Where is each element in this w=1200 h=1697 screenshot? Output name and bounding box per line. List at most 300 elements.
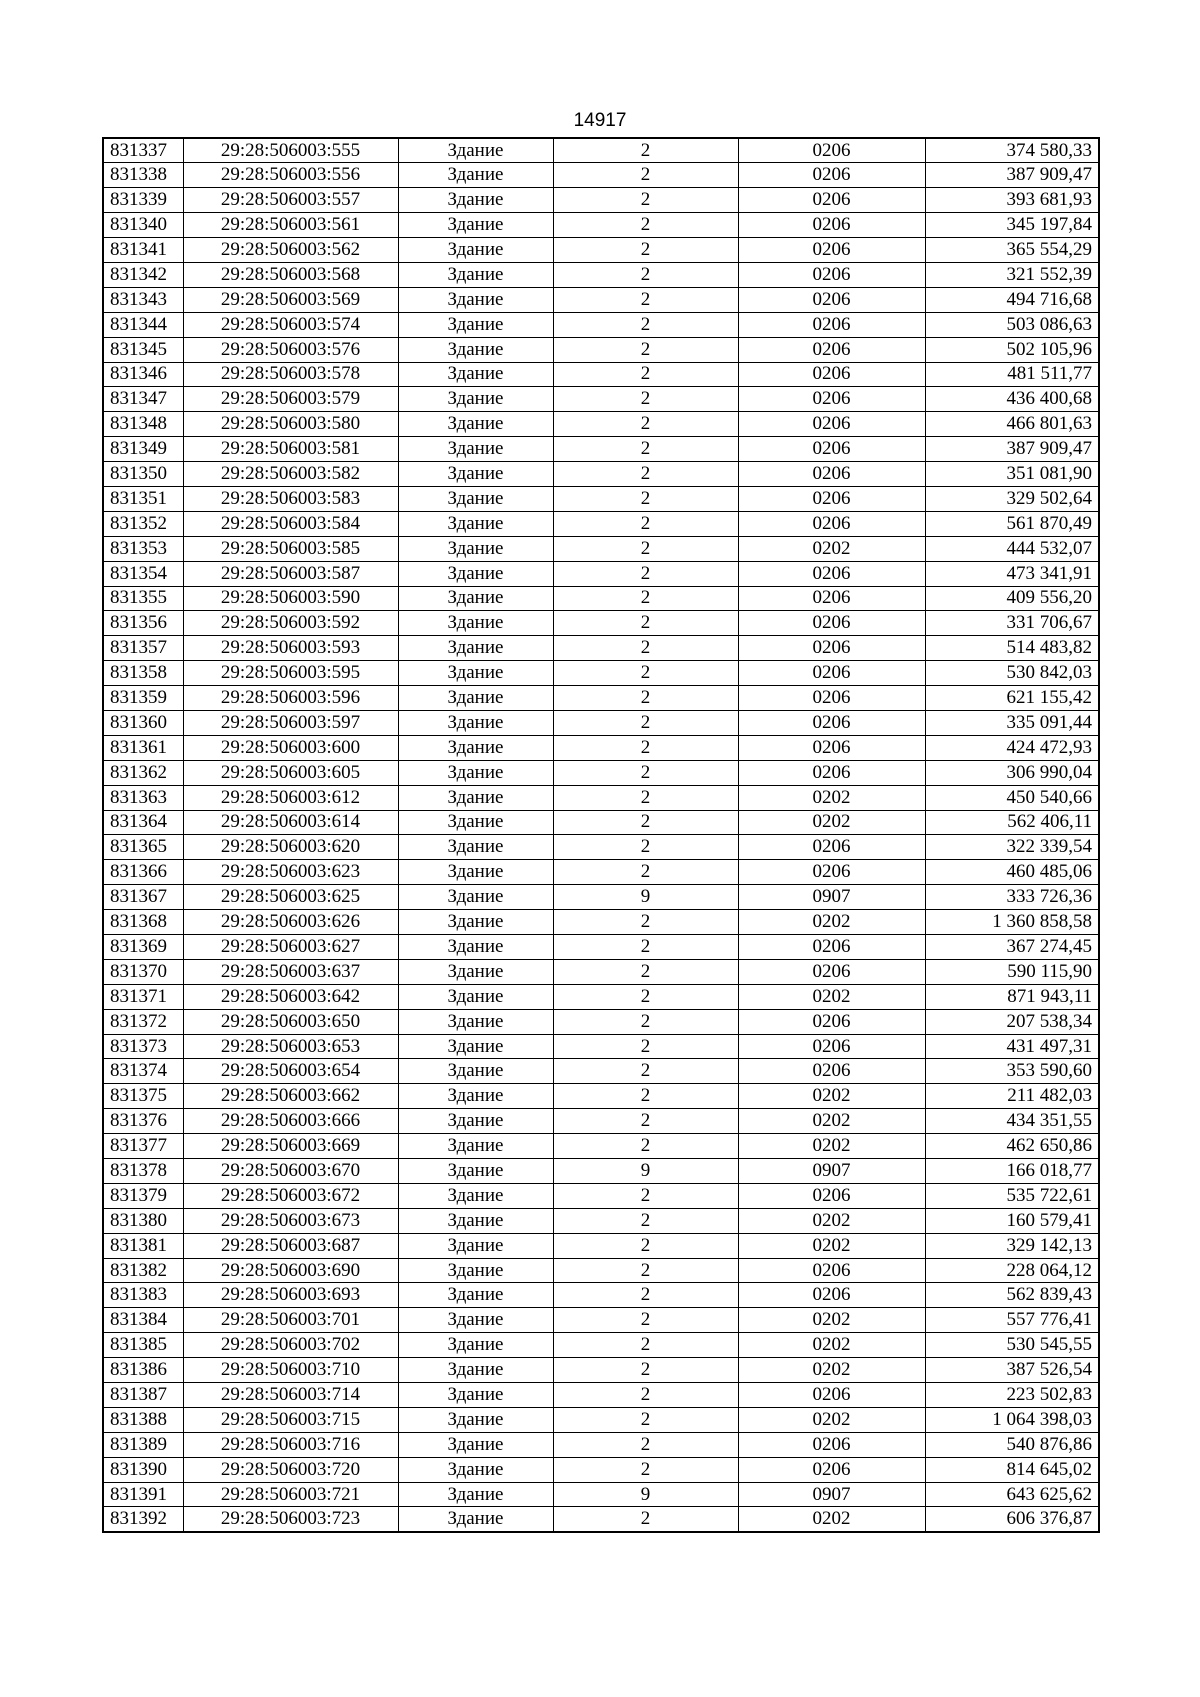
object-type-cell: Здание	[398, 611, 553, 636]
row-number-cell: 831380	[103, 1208, 183, 1233]
row-number-cell: 831365	[103, 835, 183, 860]
cadastral-number-cell: 29:28:506003:715	[183, 1407, 398, 1432]
row-number-cell: 831340	[103, 213, 183, 238]
group-number-cell: 2	[553, 1407, 738, 1432]
cadastral-number-cell: 29:28:506003:723	[183, 1507, 398, 1532]
cadastral-value-cell: 365 554,29	[925, 238, 1099, 263]
group-number-cell: 2	[553, 1333, 738, 1358]
table-row	[103, 1283, 1099, 1308]
cadastral-number-cell: 29:28:506003:721	[183, 1482, 398, 1507]
table-row	[103, 1258, 1099, 1283]
table-row	[103, 238, 1099, 263]
cadastral-value-cell: 228 064,12	[925, 1258, 1099, 1283]
object-type-cell: Здание	[398, 1432, 553, 1457]
row-number-cell: 831356	[103, 611, 183, 636]
cadastral-number-cell: 29:28:506003:637	[183, 959, 398, 984]
table-row	[103, 1407, 1099, 1432]
code-cell: 0202	[738, 910, 925, 935]
table-row	[103, 213, 1099, 238]
group-number-cell: 2	[553, 486, 738, 511]
object-type-cell: Здание	[398, 1134, 553, 1159]
cadastral-number-cell: 29:28:506003:574	[183, 312, 398, 337]
table-row	[103, 835, 1099, 860]
code-cell: 0202	[738, 1208, 925, 1233]
object-type-cell: Здание	[398, 287, 553, 312]
code-cell: 0206	[738, 959, 925, 984]
cadastral-value-cell: 393 681,93	[925, 188, 1099, 213]
row-number-cell: 831350	[103, 462, 183, 487]
cadastral-value-cell: 502 105,96	[925, 337, 1099, 362]
cadastral-value-cell: 331 706,67	[925, 611, 1099, 636]
row-number-cell: 831390	[103, 1457, 183, 1482]
row-number-cell: 831343	[103, 287, 183, 312]
code-cell: 0202	[738, 1308, 925, 1333]
row-number-cell: 831391	[103, 1482, 183, 1507]
table-row	[103, 760, 1099, 785]
row-number-cell: 831353	[103, 536, 183, 561]
code-cell: 0206	[738, 1059, 925, 1084]
table-row	[103, 636, 1099, 661]
cadastral-number-cell: 29:28:506003:670	[183, 1159, 398, 1184]
row-number-cell: 831369	[103, 935, 183, 960]
cadastral-value-cell: 387 526,54	[925, 1358, 1099, 1383]
cadastral-number-cell: 29:28:506003:596	[183, 686, 398, 711]
object-type-cell: Здание	[398, 188, 553, 213]
code-cell: 0206	[738, 511, 925, 536]
group-number-cell: 2	[553, 661, 738, 686]
row-number-cell: 831352	[103, 511, 183, 536]
code-cell: 0206	[738, 860, 925, 885]
cadastral-value-cell: 436 400,68	[925, 387, 1099, 412]
cadastral-value-cell: 1 064 398,03	[925, 1407, 1099, 1432]
cadastral-value-cell: 562 406,11	[925, 810, 1099, 835]
object-type-cell: Здание	[398, 163, 553, 188]
cadastral-number-cell: 29:28:506003:555	[183, 138, 398, 163]
object-type-cell: Здание	[398, 1059, 553, 1084]
row-number-cell: 831382	[103, 1258, 183, 1283]
cadastral-value-cell: 306 990,04	[925, 760, 1099, 785]
cadastral-value-cell: 871 943,11	[925, 984, 1099, 1009]
row-number-cell: 831384	[103, 1308, 183, 1333]
cadastral-value-cell: 557 776,41	[925, 1308, 1099, 1333]
group-number-cell: 2	[553, 188, 738, 213]
code-cell: 0206	[738, 1432, 925, 1457]
group-number-cell: 2	[553, 860, 738, 885]
group-number-cell: 2	[553, 1358, 738, 1383]
table-row	[103, 1009, 1099, 1034]
table-row	[103, 1457, 1099, 1482]
object-type-cell: Здание	[398, 536, 553, 561]
code-cell: 0206	[738, 362, 925, 387]
row-number-cell: 831354	[103, 561, 183, 586]
code-cell: 0206	[738, 935, 925, 960]
row-number-cell: 831357	[103, 636, 183, 661]
group-number-cell: 9	[553, 885, 738, 910]
code-cell: 0206	[738, 835, 925, 860]
cadastral-value-cell: 166 018,77	[925, 1159, 1099, 1184]
object-type-cell: Здание	[398, 1009, 553, 1034]
code-cell: 0206	[738, 760, 925, 785]
code-cell: 0202	[738, 1333, 925, 1358]
code-cell: 0206	[738, 661, 925, 686]
group-number-cell: 2	[553, 1233, 738, 1258]
object-type-cell: Здание	[398, 959, 553, 984]
code-cell: 0206	[738, 486, 925, 511]
row-number-cell: 831373	[103, 1034, 183, 1059]
group-number-cell: 2	[553, 287, 738, 312]
group-number-cell: 2	[553, 686, 738, 711]
cadastral-value-cell: 335 091,44	[925, 710, 1099, 735]
table-row	[103, 287, 1099, 312]
cadastral-value-cell: 353 590,60	[925, 1059, 1099, 1084]
cadastral-number-cell: 29:28:506003:578	[183, 362, 398, 387]
code-cell: 0202	[738, 536, 925, 561]
code-cell: 0206	[738, 586, 925, 611]
code-cell: 0206	[738, 1457, 925, 1482]
table-row	[103, 138, 1099, 163]
cadastral-number-cell: 29:28:506003:693	[183, 1283, 398, 1308]
row-number-cell: 831358	[103, 661, 183, 686]
group-number-cell: 2	[553, 785, 738, 810]
group-number-cell: 2	[553, 1432, 738, 1457]
group-number-cell: 2	[553, 586, 738, 611]
table-row	[103, 686, 1099, 711]
object-type-cell: Здание	[398, 1183, 553, 1208]
object-type-cell: Здание	[398, 636, 553, 661]
object-type-cell: Здание	[398, 1507, 553, 1532]
object-type-cell: Здание	[398, 1457, 553, 1482]
table-row	[103, 1109, 1099, 1134]
table-row	[103, 1333, 1099, 1358]
object-type-cell: Здание	[398, 362, 553, 387]
object-type-cell: Здание	[398, 387, 553, 412]
table-row	[103, 1482, 1099, 1507]
table-row	[103, 661, 1099, 686]
table-row	[103, 586, 1099, 611]
cadastral-number-cell: 29:28:506003:690	[183, 1258, 398, 1283]
code-cell: 0206	[738, 710, 925, 735]
object-type-cell: Здание	[398, 238, 553, 263]
cadastral-value-cell: 207 538,34	[925, 1009, 1099, 1034]
cadastral-value-cell: 530 545,55	[925, 1333, 1099, 1358]
cadastral-number-cell: 29:28:506003:662	[183, 1084, 398, 1109]
table-row	[103, 860, 1099, 885]
cadastral-value-cell: 450 540,66	[925, 785, 1099, 810]
cadastral-value-cell: 333 726,36	[925, 885, 1099, 910]
object-type-cell: Здание	[398, 935, 553, 960]
code-cell: 0202	[738, 1084, 925, 1109]
group-number-cell: 2	[553, 437, 738, 462]
code-cell: 0907	[738, 885, 925, 910]
table-row	[103, 785, 1099, 810]
group-number-cell: 2	[553, 1009, 738, 1034]
cadastral-number-cell: 29:28:506003:666	[183, 1109, 398, 1134]
cadastral-value-cell: 321 552,39	[925, 262, 1099, 287]
cadastral-number-cell: 29:28:506003:716	[183, 1432, 398, 1457]
table-row	[103, 312, 1099, 337]
cadastral-value-cell: 460 485,06	[925, 860, 1099, 885]
object-type-cell: Здание	[398, 1283, 553, 1308]
code-cell: 0202	[738, 1507, 925, 1532]
code-cell: 0206	[738, 686, 925, 711]
row-number-cell: 831375	[103, 1084, 183, 1109]
cadastral-number-cell: 29:28:506003:612	[183, 785, 398, 810]
group-number-cell: 2	[553, 735, 738, 760]
table-row	[103, 262, 1099, 287]
cadastral-number-cell: 29:28:506003:620	[183, 835, 398, 860]
object-type-cell: Здание	[398, 661, 553, 686]
code-cell: 0206	[738, 213, 925, 238]
group-number-cell: 2	[553, 1059, 738, 1084]
cadastral-number-cell: 29:28:506003:561	[183, 213, 398, 238]
table-row	[103, 735, 1099, 760]
object-type-cell: Здание	[398, 1233, 553, 1258]
object-type-cell: Здание	[398, 686, 553, 711]
cadastral-value-cell: 223 502,83	[925, 1383, 1099, 1408]
object-type-cell: Здание	[398, 511, 553, 536]
group-number-cell: 2	[553, 1507, 738, 1532]
cadastral-value-cell: 535 722,61	[925, 1183, 1099, 1208]
group-number-cell: 9	[553, 1482, 738, 1507]
cadastral-value-cell: 494 716,68	[925, 287, 1099, 312]
object-type-cell: Здание	[398, 213, 553, 238]
object-type-cell: Здание	[398, 810, 553, 835]
group-number-cell: 2	[553, 412, 738, 437]
row-number-cell: 831376	[103, 1109, 183, 1134]
row-number-cell: 831339	[103, 188, 183, 213]
cadastral-number-cell: 29:28:506003:562	[183, 238, 398, 263]
object-type-cell: Здание	[398, 337, 553, 362]
cadastral-value-cell: 345 197,84	[925, 213, 1099, 238]
group-number-cell: 2	[553, 561, 738, 586]
object-type-cell: Здание	[398, 885, 553, 910]
row-number-cell: 831374	[103, 1059, 183, 1084]
cadastral-number-cell: 29:28:506003:626	[183, 910, 398, 935]
group-number-cell: 2	[553, 511, 738, 536]
object-type-cell: Здание	[398, 735, 553, 760]
code-cell: 0202	[738, 1358, 925, 1383]
object-type-cell: Здание	[398, 984, 553, 1009]
code-cell: 0206	[738, 412, 925, 437]
row-number-cell: 831368	[103, 910, 183, 935]
row-number-cell: 831381	[103, 1233, 183, 1258]
row-number-cell: 831364	[103, 810, 183, 835]
row-number-cell: 831392	[103, 1507, 183, 1532]
table-row	[103, 1084, 1099, 1109]
cadastral-value-cell: 814 645,02	[925, 1457, 1099, 1482]
cadastral-number-cell: 29:28:506003:623	[183, 860, 398, 885]
row-number-cell: 831388	[103, 1407, 183, 1432]
cadastral-number-cell: 29:28:506003:595	[183, 661, 398, 686]
row-number-cell: 831345	[103, 337, 183, 362]
object-type-cell: Здание	[398, 835, 553, 860]
table-row	[103, 387, 1099, 412]
object-type-cell: Здание	[398, 1109, 553, 1134]
cadastral-value-cell: 387 909,47	[925, 163, 1099, 188]
registry-table-body	[103, 138, 1099, 1532]
object-type-cell: Здание	[398, 1258, 553, 1283]
table-row	[103, 611, 1099, 636]
cadastral-number-cell: 29:28:506003:701	[183, 1308, 398, 1333]
cadastral-value-cell: 530 842,03	[925, 661, 1099, 686]
row-number-cell: 831366	[103, 860, 183, 885]
group-number-cell: 2	[553, 213, 738, 238]
row-number-cell: 831337	[103, 138, 183, 163]
table-row	[103, 959, 1099, 984]
object-type-cell: Здание	[398, 262, 553, 287]
cadastral-number-cell: 29:28:506003:654	[183, 1059, 398, 1084]
row-number-cell: 831379	[103, 1183, 183, 1208]
table-row	[103, 1208, 1099, 1233]
row-number-cell: 831363	[103, 785, 183, 810]
row-number-cell: 831351	[103, 486, 183, 511]
code-cell: 0202	[738, 810, 925, 835]
cadastral-value-cell: 409 556,20	[925, 586, 1099, 611]
group-number-cell: 2	[553, 387, 738, 412]
cadastral-value-cell: 434 351,55	[925, 1109, 1099, 1134]
group-number-cell: 2	[553, 1134, 738, 1159]
cadastral-value-cell: 374 580,33	[925, 138, 1099, 163]
cadastral-number-cell: 29:28:506003:584	[183, 511, 398, 536]
registry-table	[102, 137, 1100, 1533]
object-type-cell: Здание	[398, 1358, 553, 1383]
object-type-cell: Здание	[398, 1407, 553, 1432]
cadastral-number-cell: 29:28:506003:653	[183, 1034, 398, 1059]
row-number-cell: 831362	[103, 760, 183, 785]
code-cell: 0206	[738, 387, 925, 412]
group-number-cell: 2	[553, 312, 738, 337]
cadastral-number-cell: 29:28:506003:580	[183, 412, 398, 437]
table-row	[103, 1233, 1099, 1258]
cadastral-value-cell: 514 483,82	[925, 636, 1099, 661]
cadastral-number-cell: 29:28:506003:687	[183, 1233, 398, 1258]
group-number-cell: 2	[553, 1034, 738, 1059]
object-type-cell: Здание	[398, 860, 553, 885]
table-row	[103, 437, 1099, 462]
object-type-cell: Здание	[398, 138, 553, 163]
cadastral-number-cell: 29:28:506003:568	[183, 262, 398, 287]
group-number-cell: 2	[553, 462, 738, 487]
table-row	[103, 486, 1099, 511]
code-cell: 0206	[738, 238, 925, 263]
row-number-cell: 831355	[103, 586, 183, 611]
cadastral-number-cell: 29:28:506003:627	[183, 935, 398, 960]
group-number-cell: 2	[553, 1084, 738, 1109]
row-number-cell: 831342	[103, 262, 183, 287]
cadastral-number-cell: 29:28:506003:702	[183, 1333, 398, 1358]
row-number-cell: 831371	[103, 984, 183, 1009]
object-type-cell: Здание	[398, 1034, 553, 1059]
object-type-cell: Здание	[398, 710, 553, 735]
group-number-cell: 2	[553, 636, 738, 661]
group-number-cell: 2	[553, 1457, 738, 1482]
code-cell: 0202	[738, 1233, 925, 1258]
code-cell: 0206	[738, 337, 925, 362]
row-number-cell: 831338	[103, 163, 183, 188]
table-row	[103, 163, 1099, 188]
cadastral-number-cell: 29:28:506003:581	[183, 437, 398, 462]
cadastral-value-cell: 590 115,90	[925, 959, 1099, 984]
object-type-cell: Здание	[398, 760, 553, 785]
row-number-cell: 831386	[103, 1358, 183, 1383]
cadastral-value-cell: 444 532,07	[925, 536, 1099, 561]
cadastral-value-cell: 606 376,87	[925, 1507, 1099, 1532]
table-row	[103, 810, 1099, 835]
object-type-cell: Здание	[398, 437, 553, 462]
row-number-cell: 831377	[103, 1134, 183, 1159]
cadastral-number-cell: 29:28:506003:585	[183, 536, 398, 561]
cadastral-number-cell: 29:28:506003:579	[183, 387, 398, 412]
cadastral-value-cell: 351 081,90	[925, 462, 1099, 487]
cadastral-value-cell: 329 142,13	[925, 1233, 1099, 1258]
cadastral-value-cell: 160 579,41	[925, 1208, 1099, 1233]
cadastral-value-cell: 561 870,49	[925, 511, 1099, 536]
table-row	[103, 910, 1099, 935]
table-row	[103, 1134, 1099, 1159]
row-number-cell: 831361	[103, 735, 183, 760]
code-cell: 0206	[738, 163, 925, 188]
code-cell: 0206	[738, 437, 925, 462]
row-number-cell: 831389	[103, 1432, 183, 1457]
row-number-cell: 831372	[103, 1009, 183, 1034]
group-number-cell: 2	[553, 1283, 738, 1308]
row-number-cell: 831383	[103, 1283, 183, 1308]
code-cell: 0206	[738, 312, 925, 337]
code-cell: 0206	[738, 1283, 925, 1308]
code-cell: 0206	[738, 188, 925, 213]
group-number-cell: 2	[553, 536, 738, 561]
row-number-cell: 831385	[103, 1333, 183, 1358]
code-cell: 0202	[738, 1134, 925, 1159]
table-row	[103, 412, 1099, 437]
code-cell: 0206	[738, 1383, 925, 1408]
code-cell: 0206	[738, 462, 925, 487]
table-row	[103, 188, 1099, 213]
group-number-cell: 2	[553, 163, 738, 188]
object-type-cell: Здание	[398, 561, 553, 586]
cadastral-value-cell: 431 497,31	[925, 1034, 1099, 1059]
object-type-cell: Здание	[398, 1084, 553, 1109]
group-number-cell: 2	[553, 1208, 738, 1233]
cadastral-value-cell: 211 482,03	[925, 1084, 1099, 1109]
group-number-cell: 2	[553, 910, 738, 935]
cadastral-number-cell: 29:28:506003:673	[183, 1208, 398, 1233]
cadastral-number-cell: 29:28:506003:650	[183, 1009, 398, 1034]
table-row	[103, 1432, 1099, 1457]
object-type-cell: Здание	[398, 1333, 553, 1358]
cadastral-number-cell: 29:28:506003:672	[183, 1183, 398, 1208]
code-cell: 0206	[738, 1183, 925, 1208]
cadastral-number-cell: 29:28:506003:592	[183, 611, 398, 636]
table-row	[103, 1059, 1099, 1084]
table-row	[103, 885, 1099, 910]
code-cell: 0206	[738, 561, 925, 586]
object-type-cell: Здание	[398, 785, 553, 810]
cadastral-number-cell: 29:28:506003:605	[183, 760, 398, 785]
cadastral-number-cell: 29:28:506003:710	[183, 1358, 398, 1383]
code-cell: 0206	[738, 1009, 925, 1034]
cadastral-value-cell: 466 801,63	[925, 412, 1099, 437]
row-number-cell: 831359	[103, 686, 183, 711]
group-number-cell: 2	[553, 138, 738, 163]
code-cell: 0907	[738, 1159, 925, 1184]
group-number-cell: 9	[553, 1159, 738, 1184]
group-number-cell: 2	[553, 337, 738, 362]
cadastral-number-cell: 29:28:506003:576	[183, 337, 398, 362]
group-number-cell: 2	[553, 959, 738, 984]
group-number-cell: 2	[553, 611, 738, 636]
table-row	[103, 462, 1099, 487]
